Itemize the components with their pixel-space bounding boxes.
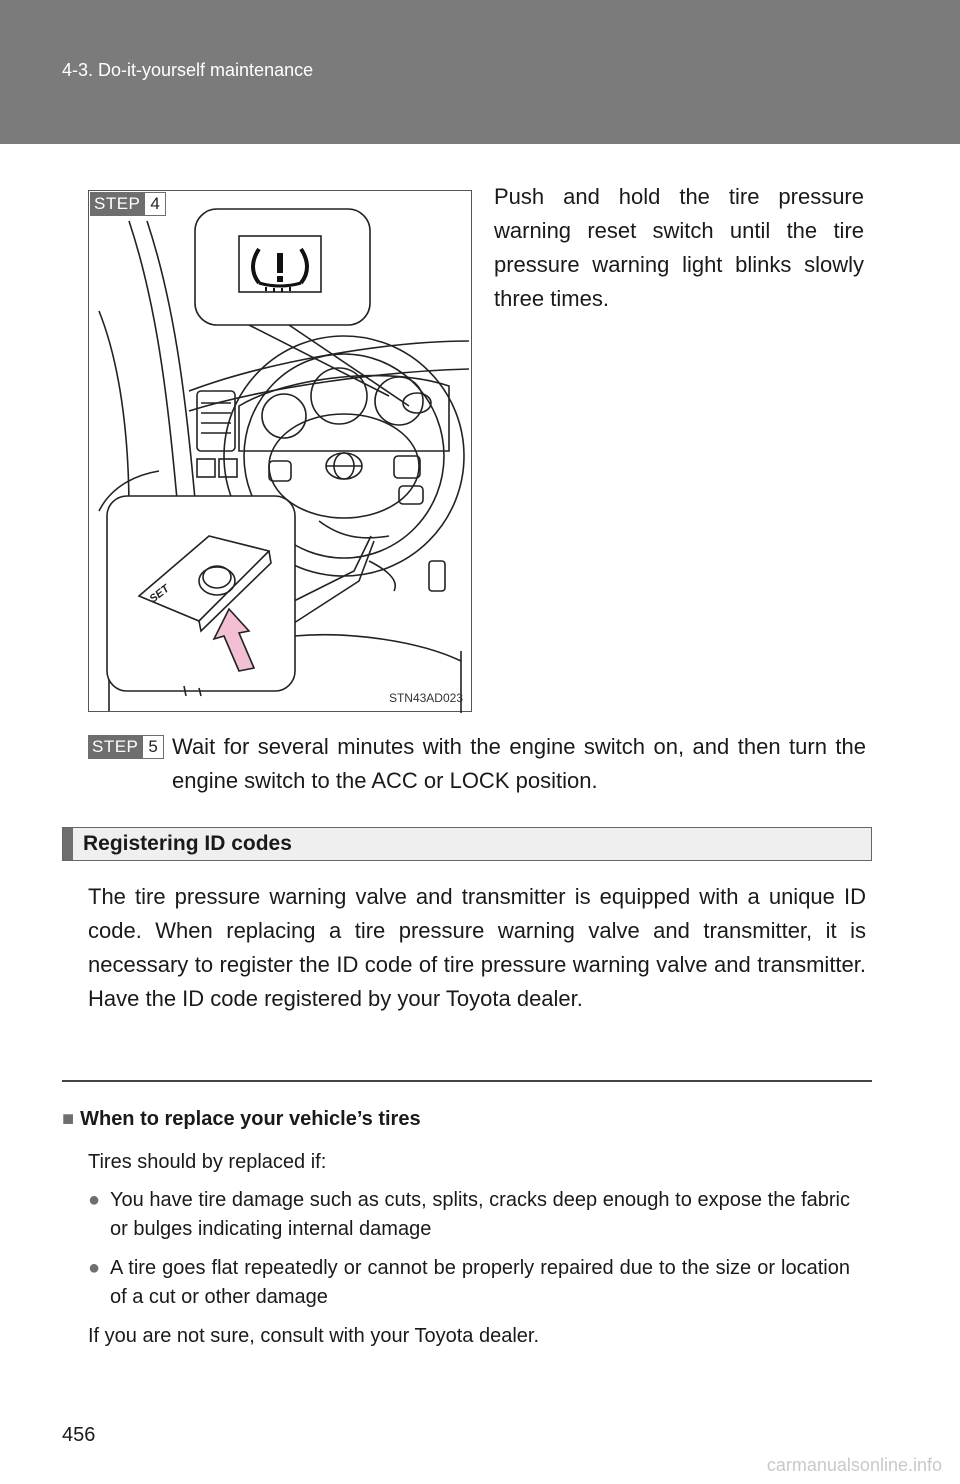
page-number: 456 bbox=[62, 1424, 96, 1446]
set-label: SET bbox=[147, 582, 172, 606]
note-outro: If you are not sure, consult with your Toyota dealer. bbox=[88, 1325, 539, 1347]
page-header bbox=[0, 0, 960, 144]
list-item-text: You have tire damage such as cuts, splits, cracks deep enough to expose the fabric or bulges indicating internal damage bbox=[110, 1189, 850, 1240]
note-intro: Tires should by replaced if: bbox=[88, 1151, 327, 1173]
step-word: STEP bbox=[90, 192, 144, 216]
step-word: STEP bbox=[88, 735, 142, 759]
step-4-instruction: Push and hold the tire pressure warning reset switch until the tire pressure warning light blinks slowly three times. bbox=[494, 184, 864, 311]
list-item bbox=[88, 1186, 850, 1244]
square-bullet-icon: ■ bbox=[62, 1108, 75, 1130]
section-body: The tire pressure warning valve and transmitter is equipped with a unique ID code. When replacing a tire pressure warning valve and transmitter, it is necessary to register the ID code of tire pressure warning valve and transmitter. Have the ID code registered by your Toyota dealer. bbox=[88, 884, 866, 1011]
tpms-reset-illustration bbox=[88, 190, 472, 712]
heading-bar bbox=[63, 828, 73, 860]
watermark: carmanualsonline.info bbox=[766, 1455, 942, 1475]
section-heading-text: Registering ID codes bbox=[83, 832, 292, 855]
section-breadcrumb: 4-3. Do-it-yourself maintenance bbox=[62, 60, 314, 80]
step-number: 5 bbox=[142, 735, 163, 759]
section-heading bbox=[62, 827, 872, 861]
note-heading bbox=[62, 1108, 421, 1131]
bullet-icon: ● bbox=[88, 1189, 101, 1211]
divider bbox=[62, 1080, 872, 1082]
step-4-badge bbox=[90, 192, 166, 216]
illustration-code: STN43AD023 bbox=[388, 691, 463, 705]
step-5-badge bbox=[88, 735, 164, 759]
step-5-instruction: Wait for several minutes with the engine switch on, and then turn the engine switch to the ACC or LOCK position. bbox=[172, 734, 866, 793]
list-item bbox=[88, 1254, 850, 1312]
list-item-text: A tire goes flat repeatedly or cannot be properly repaired due to the size or location of a cut or other damage bbox=[110, 1257, 850, 1308]
bullet-icon: ● bbox=[88, 1257, 101, 1279]
note-heading-text: When to replace your vehicle’s tires bbox=[80, 1108, 421, 1130]
step-number: 4 bbox=[144, 192, 165, 216]
dashboard-drawing bbox=[89, 191, 473, 713]
